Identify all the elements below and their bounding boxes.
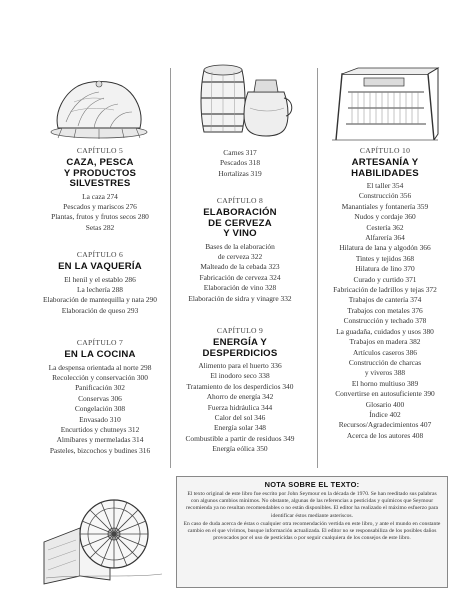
chapter-title: ENERGÍA Y DESPERDICIOS [202,337,278,359]
toc-entry: Construcción de charcas [348,357,422,367]
toc-entry: Tratamiento de los desperdicios 340 [186,381,294,391]
toc-entry: Pescados 318 [219,158,261,168]
toc-entry: Acerca de los autores 408 [346,430,424,440]
toc-entry: Bases de la elaboración [205,241,275,251]
note-paragraph: En caso de duda acerca de éstas o cualquier otra recomendación vertida en este libro, y ante el mundo en constante cambio en el que vivimos, busque información actualizada. El editor no se responsabiliza de los posibles daños provocados por el uso de pesticidas o por seguir cualquiera de los consejos de este libro. [183,520,441,542]
toc-entry: El inodoro seco 338 [210,371,270,381]
chapter-title: ARTESANÍA Y HABILIDADES [351,157,419,179]
toc-entry: Índice 402 [369,409,401,419]
barrel-and-jug-illustration [186,58,296,140]
toc-entry: Fabricación de cerveza 324 [199,272,281,282]
toc-entry: de cerveza 322 [217,251,263,261]
column-divider [317,68,318,468]
chapter-title: ELABORACIÓN DE CERVEZA Y VINO [203,207,277,239]
toc-entry: Setas 282 [85,222,115,232]
toc-entry: Plantas, frutos y frutos secos 280 [51,212,149,222]
chapter-label: CAPÍTULO 9 [216,326,264,335]
chapter-5 [30,146,170,233]
chapter-label: CAPÍTULO 8 [216,196,264,205]
covered-bowl-illustration [44,72,154,140]
toc-entry: Recolección y conservación 300 [52,372,148,382]
toc-entry: El horno multiuso 389 [351,378,419,388]
toc-entry: Cestería 362 [366,222,404,232]
toc-entry: Tintes y tejidos 368 [355,253,415,263]
toc-entry: Nudos y cordaje 360 [354,212,416,222]
toc-entry: Elaboración de mantequilla y nata 290 [43,295,157,305]
chapter-label: CAPÍTULO 5 [76,146,124,155]
chapter-8 [170,196,310,304]
toc-entry: Energía solar 348 [214,423,266,433]
toc-entry: El henil y el establo 286 [64,274,136,284]
toc-entry: Trabajos en madera 382 [349,337,421,347]
chapter-6 [30,250,170,316]
toc-entry: Encurtidos y chutneys 312 [60,424,140,434]
toc-entry: Glosario 400 [365,399,405,409]
toc-entry: Almíbares y mermeladas 314 [56,435,144,445]
toc-entry: Convertirse en autosuficiente 390 [335,389,435,399]
chapter-7-continued [170,148,310,179]
toc-entry: Malteado de la cebada 323 [200,262,280,272]
toc-entry: Congelación 308 [74,404,126,414]
toc-entry: Fuerza hidráulica 344 [207,402,273,412]
toc-entry: Pescados y mariscos 276 [63,201,137,211]
toc-entry: La lechería 288 [77,284,123,294]
toc-entry: Carnes 317 [223,148,257,157]
toc-entry: Alfarería 364 [365,233,405,243]
toc-entry: Conservas 306 [78,393,122,403]
toc-entry: La caza 274 [82,191,118,201]
toc-entry: Construcción 356 [358,191,412,201]
toc-entry: Elaboración de queso 293 [61,305,139,315]
loom-illustration [328,64,442,144]
chapter-10 [322,146,448,441]
toc-entry: Manantiales y fontanería 359 [341,201,429,211]
chapter-9 [170,326,310,455]
toc-entry: Recursos/Agradecimientos 407 [338,420,432,430]
chapter-label: CAPÍTULO 6 [76,250,124,259]
note-title: NOTA SOBRE EL TEXTO: [264,480,360,489]
chapter-title: EN LA VAQUERÍA [58,261,142,272]
toc-entry: El taller 354 [366,181,404,190]
toc-entry: Combustible a partir de residuos 349 [185,433,295,443]
toc-entry: Hilatura de lana y algodón 366 [339,243,431,253]
toc-entry: Panificación 302 [75,383,125,393]
toc-entry: Ahorro de energía 342 [206,392,274,402]
toc-entry: La despensa orientada al norte 298 [48,362,152,372]
toc-entry: Trabajos de cantería 374 [348,295,422,305]
note-paragraph: El texto original de este libro fue escrito por John Seymour en la década de 1970. Se han reeditado sus palabras con algunos cambios mínimos. No obstante, algunas de las referencias a pesticidas y químicos que Seymour recomienda ya no resultan recomendables o no están disponibles. El editor ha realizado el máximo esfuerzo para identificar éstos mediante asteriscos. [185,491,439,519]
toc-entry: Curado y curtido 371 [353,274,417,284]
toc-entry: Calor del sol 346 [214,413,266,423]
chapter-label: CAPÍTULO 10 [359,146,411,155]
chapter-label: CAPÍTULO 7 [76,338,124,347]
toc-entry: Envasado 310 [79,414,121,424]
chapter-title: CAZA, PESCA Y PRODUCTOS SILVESTRES [63,157,137,189]
toc-entry: Trabajos con metales 376 [347,305,423,315]
toc-entry: Energía eólica 350 [212,444,268,454]
chapter-title: EN LA COCINA [64,349,136,360]
waterwheel-illustration [40,486,164,586]
toc-entry: Elaboración de sidra y vinagre 332 [188,293,292,303]
toc-entry: Fabricación de ladrillos y tejas 372 [333,285,437,295]
chapter-7 [30,338,170,456]
toc-entry: Construcción y techado 378 [343,316,427,326]
toc-entry: La guadaña, cuidados y usos 380 [336,326,434,336]
toc-entry: Elaboración de vino 328 [203,283,277,293]
toc-entry: Pasteles, bizcochos y budines 316 [49,445,151,455]
text-note-box [176,476,448,588]
toc-entry: y viveros 388 [364,368,406,378]
toc-entry: Artículos caseros 386 [352,347,418,357]
toc-entry: Alimento para el huerto 336 [198,361,282,370]
toc-entry: Hilatura de lino 370 [355,264,415,274]
toc-entry: Hortalizas 319 [218,168,262,178]
